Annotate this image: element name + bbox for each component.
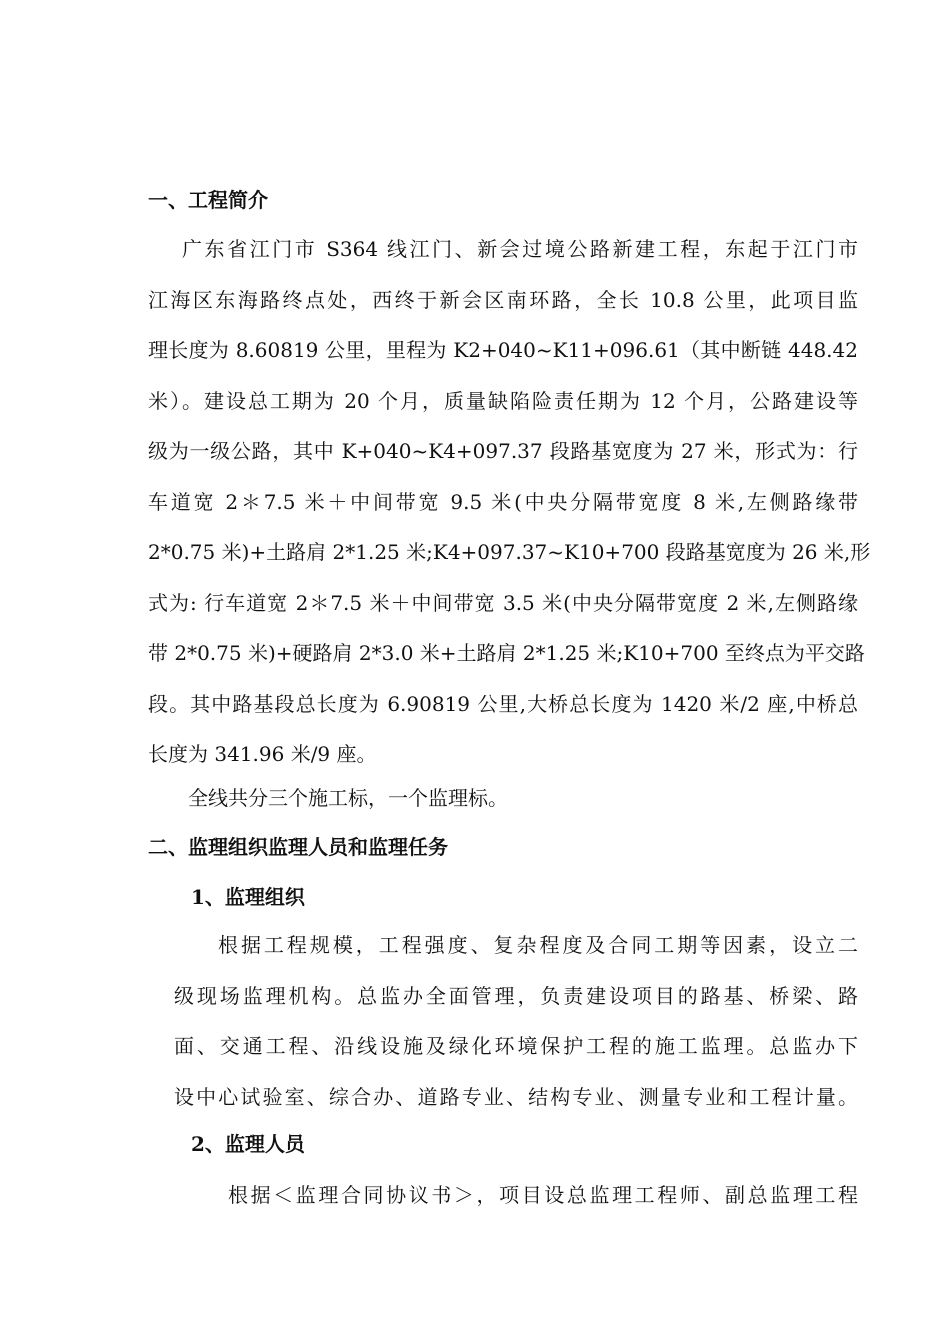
- paragraph-line: 2*0.75 米)+土路肩 2*1.25 米;K4+097.37~K10+700 段路基宽度为 26 米,形: [148, 540, 871, 564]
- paragraph-line: 米）。建设总工期为 20 个月，质量缺陷险责任期为 12 个月，公路建设等: [148, 388, 858, 413]
- paragraph-line: 江海区东海路终点处，西终于新会区南环路，全长 10.8 公里，此项目监: [148, 287, 858, 312]
- paragraph-line: 根据＜监理合同协议书＞，项目设总监理工程师、副总监理工程: [228, 1183, 858, 1207]
- paragraph-line: 车道宽 2＊7.5 米＋中间带宽 9.5 米(中央分隔带宽度 8 米,左侧路缘带: [148, 489, 858, 514]
- paragraph-line: 理长度为 8.60819 公里，里程为 K2+040~K11+096.61（其中断链 448.42: [148, 338, 858, 362]
- paragraph-line: 式为: 行车道宽 2＊7.5 米＋中间带宽 3.5 米(中央分隔带宽度 2 米,左侧路缘: [148, 590, 858, 615]
- paragraph-line: 级现场监理机构。总监办全面管理，负责建设项目的路基、桥梁、路: [174, 983, 858, 1008]
- subheading-supervision-organization: 1、监理组织: [191, 885, 305, 909]
- paragraph-line: 段。其中路基段总长度为 6.90819 公里,大桥总长度为 1420 米/2 座,中桥总: [148, 691, 858, 716]
- section-heading-supervision: 二、监理组织监理人员和监理任务: [148, 835, 448, 859]
- bid-note-line: 全线共分三个施工标，一个监理标。: [188, 786, 508, 810]
- subheading-supervision-staff: 2、监理人员: [191, 1132, 305, 1156]
- bid-note-paragraph: [188, 773, 788, 824]
- paragraph-line: 长度为 341.96 米/9 座。: [148, 742, 377, 766]
- section-heading-project-overview: 一、工程简介: [148, 188, 268, 212]
- paragraph-line: 带 2*0.75 米)+硬路肩 2*3.0 米+土路肩 2*1.25 米;K10+700 至终点为平交路: [148, 641, 865, 665]
- supervision-staff-paragraph: [228, 1170, 858, 1221]
- supervision-organization-paragraph: [174, 920, 858, 1122]
- paragraph-line: 广东省江门市 S364 线江门、新会过境公路新建工程，东起于江门市: [182, 237, 858, 261]
- project-overview-paragraph: [148, 224, 871, 780]
- paragraph-line: 级为一级公路，其中 K+040~K4+097.37 段路基宽度为 27 米，形式为：行: [148, 439, 858, 463]
- paragraph-line: 面、交通工程、沿线设施及绿化环境保护工程的施工监理。总监办下: [174, 1034, 858, 1058]
- paragraph-line: 根据工程规模，工程强度、复杂程度及合同工期等因素，设立二: [218, 933, 858, 957]
- paragraph-line: 设中心试验室、综合办、道路专业、结构专业、测量专业和工程计量。: [174, 1084, 858, 1109]
